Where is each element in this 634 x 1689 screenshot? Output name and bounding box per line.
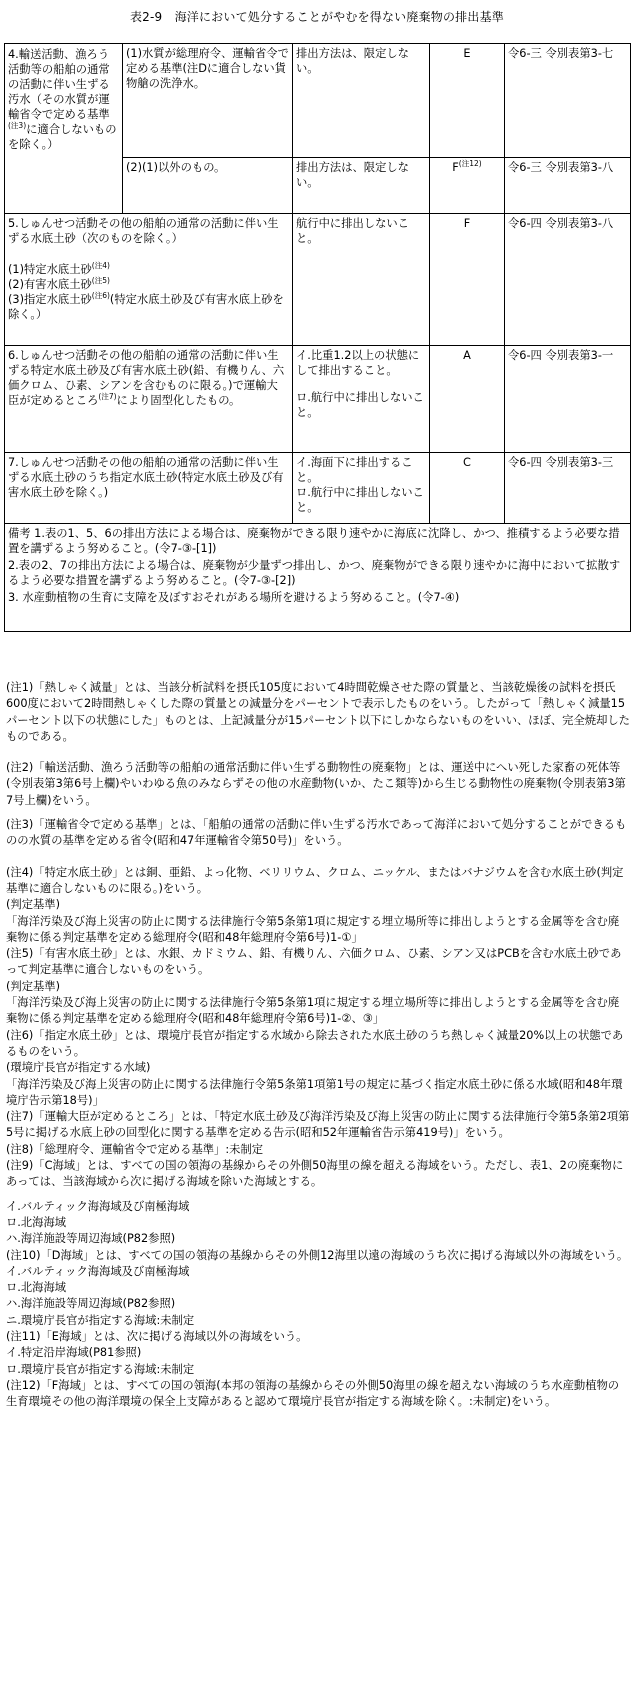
note-1: (注1)「熱しゃく減量」とは、当該分析試料を摂氏105度において4時間乾燥させた際の質量と、当該乾燥後の試料を摂氏600度において2時間熱しゃくした際の質量との減量分をパーセントで表示したものをいう。したがって「熱しゃく減量15パーセント以下の状態にした」ものとは、上記減量分が15パーセント以下にしかならないものをいい、ほぼ、完全焼却したものである。: [6, 681, 630, 743]
note-ref: (注3): [8, 121, 27, 131]
note-5-criteria: 「海洋汚染及び海上災害の防止に関する法律施行令第5条第1項に規定する埋立場所等に排出しようとする金属等を含む廃棄物に係る判定基準を定める総理府令(昭和48年総理府令第6号)1-②、③」: [6, 996, 620, 1026]
note-ref: (注7): [98, 392, 117, 402]
note-11-item-b: ロ.環境庁長官が指定する海域:未制定: [6, 1362, 195, 1376]
row5-desc-cell: [5, 214, 293, 346]
row4-sub1-ref: 令6-三 令別表第3-七: [505, 44, 631, 158]
row6-desc-cell: [5, 346, 293, 453]
table-row: [5, 44, 631, 158]
note-4-criteria: 「海洋汚染及び海上災害の防止に関する法律施行令第5条第1項に規定する埋立場所等に排出しようとする金属等を含む廃棄物に係る判定基準を定める総理府令(昭和48年総理府令第6号)1-①」: [6, 914, 620, 944]
note-ref: (注12): [458, 159, 482, 169]
note-2: (注2)「輸送活動、漁ろう活動等の船舶の通常活動に伴い生ずる動物性の廃棄物」とは、運送中にへい死した家畜の死体等(令別表第3第6号上欄)やいわゆる魚のみならずその他の水産動物(いか、たこ類等)から生じる動物性の廃棄物(令別表第3第7号上欄)をいう。: [6, 761, 626, 807]
note-9-item-b: ロ.北海海域: [6, 1215, 67, 1229]
row6-ref: 令6-四 令別表第3-一: [505, 346, 631, 453]
row7-method: [293, 453, 430, 524]
remarks-row: [5, 524, 631, 632]
row5-ref: 令6-四 令別表第3-八: [505, 214, 631, 346]
row4-sub1-desc: (1)水質が総理府令、運輸省令で定める基準(注Dに適合しない貨物艙の洗浄水。: [123, 44, 293, 158]
row6-method-b: ロ.航行中に排出しないこと。: [296, 391, 424, 419]
row5-item2: (2)有害水底土砂$^{(注5)}$: [8, 276, 110, 291]
row4-sub1-method: 排出方法は、限定しない。: [293, 44, 430, 158]
row6-method-a: イ.比重1.2以上の状態にして排出すること。: [296, 349, 420, 377]
row5-item1: (1)特定水底土砂$^{(注4)}$: [8, 261, 110, 276]
row6-desc: 6.しゅんせつ活動その他の船舶の通常の活動に伴い生ずる特定水底土砂及び有害水底土砂(鉛、有機りん、六価クロム、ひ素、シアンを含むものに限る。)で運輸大臣が定めるところ: [8, 349, 285, 407]
note-8: (注8)「総理府令、運輸省令で定める基準」:未制定: [6, 1142, 264, 1156]
row7-desc: 7.しゅんせつ活動その他の船舶の通常の活動に伴い生ずる水底土砂のうち指定水底土砂(特定水底土砂及び有害水底土砂を除く。): [5, 453, 293, 524]
row5-desc: 5.しゅんせつ活動その他の船舶の通常の活動に伴い生ずる水底土砂（次のものを除く。）: [8, 217, 279, 245]
row5-item3: (3)指定水底土砂$^{(注6)}$(特定水底土砂及び有害水底上砂を除く。）: [8, 291, 284, 321]
note-6-area-heading: (環境庁長官が指定する水域): [6, 1061, 151, 1075]
note-3: (注3)「運輸省令で定める基準」とは、「船舶の通常の活動に伴い生ずる汚水であって海洋において処分することができるものの水質の基準を定める省令(昭和47年運輸省令第50号)」をいう。: [6, 818, 627, 848]
note-7: (注7)「運輸大臣が定めるところ」とは、「特定水底土砂及び海洋汚染及び海上災害の防止に関する法律施行令第5条第2項第5号に掲げる水底上砂の回型化に関する基準を定める告示(昭和52年運輸省告示第419号)」をいう。: [6, 1110, 630, 1140]
note-9: (注9)「C海域」とは、すべての国の領海の基線からその外側50海里の線を超える海域をいう。ただし、表1、2の廃棄物にあっては、当該海域から次に掲げる海域を除いた海域とする。: [6, 1159, 624, 1189]
row7-method-a: イ.海面下に排出すること。: [296, 456, 413, 484]
note-6-area: 「海洋汚染及び海上災害の防止に関する法律施行令第5条第1項第1号の規定に基づく指定水底土砂に係る水域(昭和48年環境庁告示第18号)」: [6, 1077, 623, 1107]
note-5-criteria-heading: (判定基準): [6, 979, 61, 993]
row6-area: A: [430, 346, 505, 453]
note-4: (注4)「特定水底土砂」とは銅、亜鉛、よっ化物、ベリリウム、クロム、ニッケル、またはバナジウムを含む水底土砂(判定基準に適合しないものに限る。)をいう。: [6, 865, 624, 895]
note-6: (注6)「指定水底土砂」とは、環境庁長官が指定する水域から除去された水底土砂のうち熱しゃく減量20%以上の状態であるものをいう。: [6, 1028, 624, 1058]
note-10-item-a: イ.バルティック海海域及び南極海域: [6, 1264, 190, 1278]
table-row: [5, 214, 631, 346]
row4-sub2-area: [430, 158, 505, 214]
note-10: (注10)「D海域」とは、すべての国の領海の基線からその外側12海里以遠の海域のうち次に掲げる海域以外の海域をいう。: [6, 1248, 629, 1262]
area-code: F: [452, 161, 459, 174]
note-9-item-c: ハ.海洋施設等周辺海域(P82参照): [6, 1232, 176, 1246]
note-5: (注5)「有害水底土砂」とは、水銀、カドミウム、鉛、有機りん、六価クロム、ひ素、シアン又はPCBを含む水底土砂であって判定基準に適合しないものをいう。: [6, 947, 622, 977]
row5-method: 航行中に排出しないこと。: [293, 214, 430, 346]
note-12: (注12)「F海域」とは、すべての国の領海(本邦の領海の基線からその外側50海里の線を超えない海域のうち水産動植物の生育環境その他の海洋環境の保全上支障があると認めて環境庁長官が指定する海域を除く。:未制定)をいう。: [6, 1378, 620, 1409]
row7-ref: 令6-四 令別表第3-三: [505, 453, 631, 524]
note-10-item-b: ロ.北海海域: [6, 1281, 67, 1295]
note-11: (注11)「E海域」とは、次に掲げる海域以外の海域をいう。: [6, 1329, 308, 1343]
row4-sub2-method: 排出方法は、限定しない。: [293, 158, 430, 214]
note-10-item-d: ニ.環境庁長官が指定する海域:未制定: [6, 1313, 195, 1327]
table-row: [5, 453, 631, 524]
footnotes: [6, 680, 630, 1410]
row4-waste-cell: [5, 44, 123, 214]
row4-sub2-ref: 令6-三 令別表第3-八: [505, 158, 631, 214]
note-9-item-a: イ.バルティック海海域及び南極海域: [6, 1199, 190, 1213]
row7-area: C: [430, 453, 505, 524]
row4-sub2-desc: (2)(1)以外のもの。: [123, 158, 293, 214]
row4-sub1-area: E: [430, 44, 505, 158]
remark-3: 3. 水産動植物の生育に支障を及ぼすおそれがある場所を避けるよう努めること。(令7-④): [8, 591, 460, 604]
remarks-cell: [5, 524, 631, 632]
note-11-item-a: イ.特定沿岸海域(P81参照): [6, 1346, 142, 1360]
table-row: [5, 346, 631, 453]
remark-1: 備考 1.表の1、5、6の排出方法による場合は、廃棄物ができる限り速やかに海底に沈降し、かつ、推積するよう必要な措置を講ずるよう努めること。(令7-③-[1]): [8, 527, 620, 555]
note-10-item-c: ハ.海洋施設等周辺海域(P82参照): [6, 1297, 176, 1311]
remark-2: 2.表の2、7の排出方法による場合は、廃棄物が少量ずつ排出し、かつ、廃棄物ができる限り速やかに海中において拡散するよう必要な措置を講ずるよう努めること。(令7-③-[2]): [8, 559, 621, 587]
discharge-standards-table: [4, 43, 631, 632]
row6-desc-cont: により固型化したもの。: [116, 394, 241, 407]
row4-desc-cont: に適合しないものを除く。）: [8, 123, 117, 151]
note-4-criteria-heading: (判定基準): [6, 898, 61, 912]
table-title: 表2-9 海洋において処分することがやむを得ない廃棄物の排出基準: [129, 10, 504, 24]
row6-method: [293, 346, 430, 453]
row4-desc: 4.輸送活動、漁ろう活動等の船舶の通常の活動に伴い生ずる汚水（その水質が運輸省令で定める基準: [8, 48, 110, 121]
row5-area: F: [430, 214, 505, 346]
row7-method-b: ロ.航行中に排出しないこと。: [296, 486, 424, 514]
